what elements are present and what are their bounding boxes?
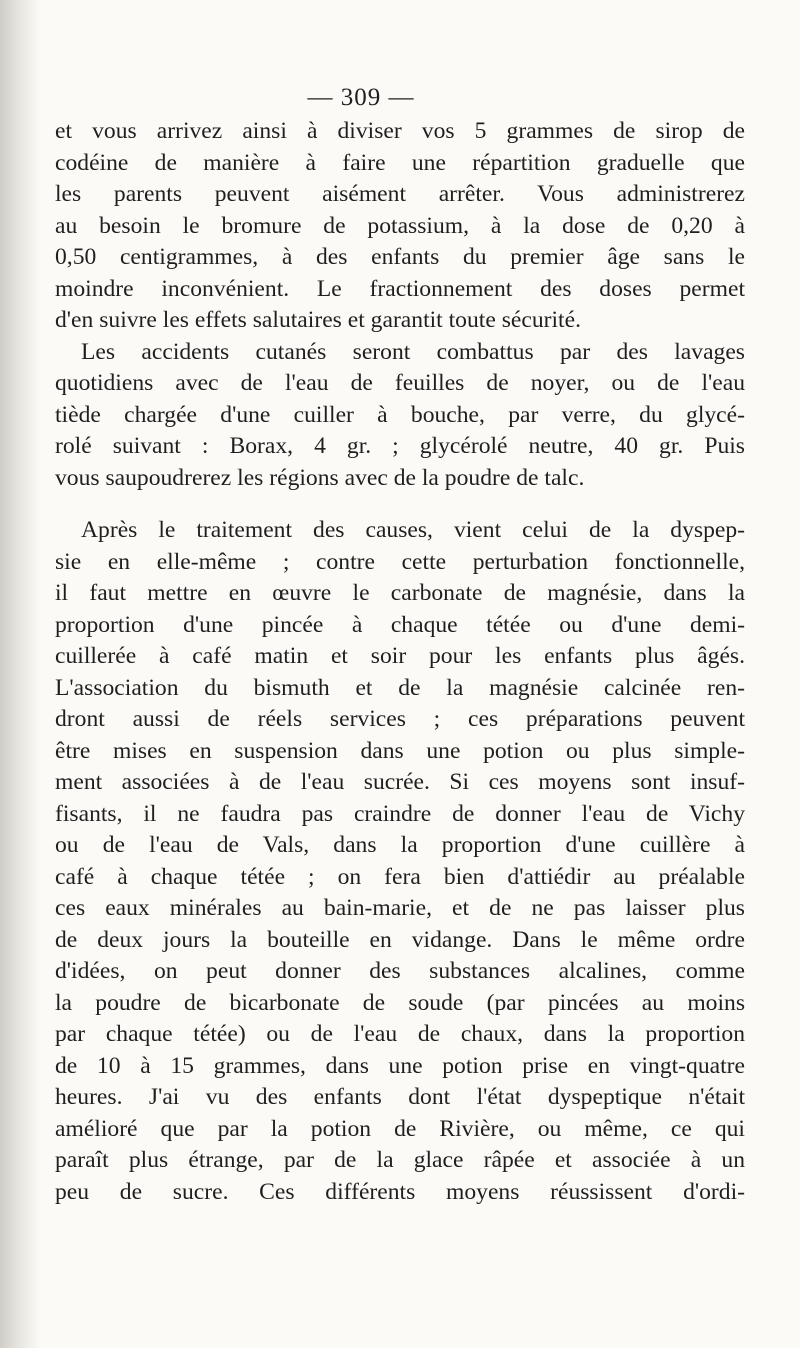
- text-line: proportion d'une pincée à chaque tétée ou d'une demi-: [55, 611, 745, 638]
- paragraph-2: [55, 337, 745, 495]
- text-line: ment associées à de l'eau sucrée. Si ces moyens sont insuf-: [55, 769, 745, 795]
- text-line: café à chaque tétée ; on fera bien d'attiédir au préalable: [55, 863, 745, 890]
- text-line: il faut mettre en œuvre le carbonate de magnésie, dans la: [55, 580, 745, 606]
- text-line: ou de l'eau de Vals, dans la proportion d'une cuillère à: [55, 832, 745, 858]
- text-line: moindre inconvénient. Le fractionnement des doses permet: [55, 275, 745, 302]
- text-line: au besoin le bromure de potassium, à la dose de 0,20 à: [55, 212, 745, 239]
- text-line: dront aussi de réels services ; ces préparations peuvent: [55, 706, 745, 732]
- text-line: être mises en suspension dans une potion ou plus simple-: [55, 737, 745, 764]
- text-line: paraît plus étrange, par de la glace râpée et associée à un: [55, 1147, 745, 1173]
- paragraph-3: [55, 515, 745, 1208]
- text-line: L'association du bismuth et de la magnésie calcinée ren-: [55, 674, 745, 701]
- text-line: les parents peuvent aisément arrêter. Vous administrerez: [55, 181, 745, 207]
- text-line: rolé suivant : Borax, 4 gr. ; glycérolé neutre, 40 gr. Puis: [55, 433, 745, 459]
- text-line: Les accidents cutanés seront combattus par des lavages: [81, 338, 745, 365]
- text-line: et vous arrivez ainsi à diviser vos 5 grammes de sirop de: [55, 118, 745, 144]
- text-line: par chaque tétée) ou de l'eau de chaux, dans la proportion: [55, 1021, 745, 1047]
- text-line: de deux jours la bouteille en vidange. Dans le même ordre: [55, 926, 745, 953]
- text-line: de 10 à 15 grammes, dans une potion prise en vingt-quatre: [55, 1052, 745, 1079]
- text-line: heures. J'ai vu des enfants dont l'état dyspeptique n'était: [55, 1084, 745, 1110]
- text-line: ces eaux minérales au bain-marie, et de ne pas laisser plus: [55, 895, 745, 921]
- page-number: — 309 —: [307, 84, 415, 111]
- text-line: 0,50 centigrammes, à des enfants du premier âge sans le: [55, 244, 745, 270]
- text-line: la poudre de bicarbonate de soude (par pincées au moins: [55, 989, 745, 1016]
- text-line: codéine de manière à faire une répartition graduelle que: [55, 149, 745, 176]
- text-line: sie en elle-même ; contre cette perturbation fonctionnelle,: [55, 548, 745, 575]
- text-line: Après le traitement des causes, vient celui de la dyspep-: [81, 517, 745, 543]
- text-line: fisants, il ne faudra pas craindre de donner l'eau de Vichy: [55, 800, 745, 827]
- text-line: quotidiens avec de l'eau de feuilles de noyer, ou de l'eau: [55, 370, 745, 396]
- text-line: vous saupoudrerez les régions avec de la poudre de talc.: [55, 464, 585, 491]
- text-line: d'en suivre les effets salutaires et garantit toute sécurité.: [55, 307, 581, 333]
- paragraph-1: [55, 116, 745, 337]
- text-line: tiède chargée d'une cuiller à bouche, par verre, du glycé-: [55, 401, 745, 428]
- text-line: cuillerée à café matin et soir pour les enfants plus âgés.: [55, 643, 745, 669]
- text-line: d'idées, on peut donner des substances alcalines, comme: [55, 958, 745, 984]
- text-line: peu de sucre. Ces différents moyens réussissent d'ordi-: [55, 1178, 745, 1205]
- text-line: amélioré que par la potion de Rivière, ou même, ce qui: [55, 1115, 745, 1142]
